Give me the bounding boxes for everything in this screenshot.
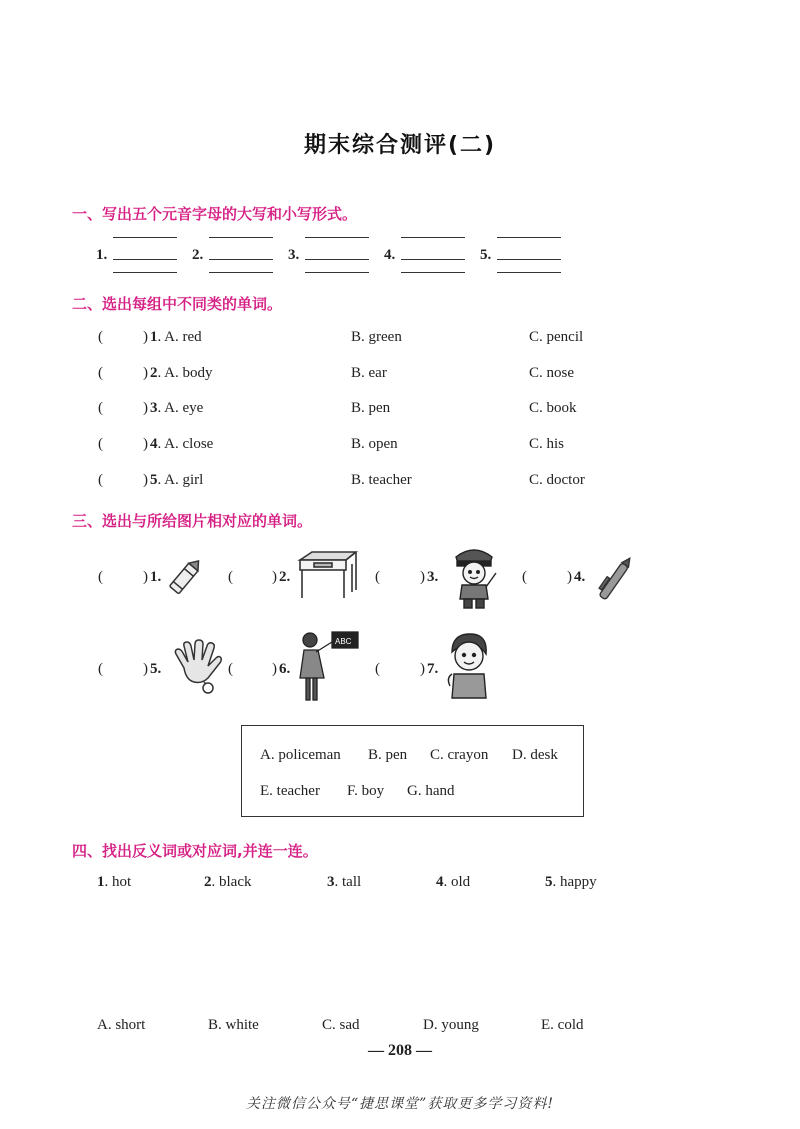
option-f: F. boy bbox=[347, 783, 385, 799]
match-answer-b[interactable]: B. white bbox=[208, 1017, 259, 1033]
answer-paren-close: ) bbox=[143, 329, 148, 345]
word-number: 1 bbox=[97, 874, 105, 890]
option-a: . A. eye bbox=[157, 400, 204, 416]
vowel-item-2: 2. bbox=[192, 247, 204, 263]
section-1-heading: 一、写出五个元音字母的大写和小写形式。 bbox=[72, 205, 358, 223]
option-b: B. pen bbox=[368, 747, 408, 763]
answer-paren-open[interactable]: ( bbox=[98, 365, 103, 381]
section-3-heading: 三、选出与所给图片相对应的单词。 bbox=[72, 512, 313, 530]
vowel-item-4: 4. bbox=[384, 247, 396, 263]
answer-line[interactable] bbox=[497, 237, 561, 238]
word-text: . hot bbox=[104, 874, 132, 890]
answer-paren-open[interactable]: ( bbox=[98, 329, 103, 345]
word-number: 3 bbox=[327, 874, 335, 890]
picture-item-1: 1. bbox=[150, 569, 162, 585]
question-number: 3 bbox=[150, 400, 158, 416]
option-b: B. pen bbox=[351, 400, 391, 416]
answer-paren-open[interactable]: ( bbox=[228, 569, 233, 585]
match-answer-c[interactable]: C. sad bbox=[322, 1017, 360, 1033]
vowel-item-3: 3. bbox=[288, 247, 300, 263]
answer-line[interactable] bbox=[209, 259, 273, 260]
answer-paren-close: ) bbox=[143, 365, 148, 381]
answer-paren-open[interactable]: ( bbox=[98, 569, 103, 585]
vowel-item-1: 1. bbox=[96, 247, 108, 263]
answer-line[interactable] bbox=[401, 237, 465, 238]
answer-paren-open[interactable]: ( bbox=[522, 569, 527, 585]
hand-icon bbox=[170, 638, 224, 698]
question-number: 4 bbox=[150, 436, 158, 452]
section-2-heading: 二、选出每组中不同类的单词。 bbox=[72, 295, 283, 313]
answer-paren-close: ) bbox=[420, 569, 425, 585]
question-row bbox=[150, 365, 213, 382]
option-b: B. open bbox=[351, 436, 398, 452]
match-answer-a[interactable]: A. short bbox=[97, 1017, 146, 1033]
answer-line[interactable] bbox=[401, 259, 465, 260]
answer-line[interactable] bbox=[113, 259, 177, 260]
answer-paren-close: ) bbox=[272, 661, 277, 677]
option-c: C. his bbox=[529, 436, 565, 452]
picture-item-5: 5. bbox=[150, 661, 162, 677]
option-b: B. green bbox=[351, 329, 402, 345]
option-d: D. desk bbox=[512, 747, 558, 763]
picture-item-4: 4. bbox=[574, 569, 586, 585]
answer-line[interactable] bbox=[305, 272, 369, 273]
option-a: . A. girl bbox=[157, 472, 204, 488]
word-text: . happy bbox=[552, 874, 597, 890]
question-row bbox=[150, 472, 203, 489]
desk-icon bbox=[296, 550, 358, 602]
board-text: ABC bbox=[335, 637, 352, 646]
section-4-heading: 四、找出反义词或对应词,并连一连。 bbox=[72, 842, 318, 860]
answer-paren-open[interactable]: ( bbox=[375, 569, 380, 585]
option-g: G. hand bbox=[407, 783, 455, 799]
question-row bbox=[150, 400, 203, 417]
match-word-5[interactable] bbox=[545, 874, 597, 891]
answer-paren-close: ) bbox=[272, 569, 277, 585]
page-title: 期末综合测评(二) bbox=[303, 133, 497, 158]
answer-paren-close: ) bbox=[143, 400, 148, 416]
option-c: C. doctor bbox=[529, 472, 585, 488]
answer-line[interactable] bbox=[401, 272, 465, 273]
match-word-3[interactable] bbox=[327, 874, 361, 891]
option-a: A. policeman bbox=[260, 747, 341, 763]
boy-icon bbox=[444, 632, 494, 702]
word-number: 4 bbox=[436, 874, 444, 890]
picture-item-3: 3. bbox=[427, 569, 439, 585]
answer-paren-close: ) bbox=[567, 569, 572, 585]
option-e: E. teacher bbox=[260, 783, 320, 799]
answer-line[interactable] bbox=[209, 272, 273, 273]
options-box bbox=[241, 725, 584, 817]
answer-line[interactable] bbox=[305, 237, 369, 238]
word-text: . old bbox=[443, 874, 471, 890]
answer-paren-close: ) bbox=[143, 661, 148, 677]
option-a: . A. close bbox=[157, 436, 214, 452]
match-word-1[interactable] bbox=[97, 874, 131, 891]
answer-line[interactable] bbox=[209, 237, 273, 238]
match-answer-d[interactable]: D. young bbox=[423, 1017, 479, 1033]
option-c: C. book bbox=[529, 400, 577, 416]
crayon-icon bbox=[160, 552, 210, 602]
answer-paren-open[interactable]: ( bbox=[98, 436, 103, 452]
page-number: — 208 — bbox=[368, 1042, 432, 1059]
question-number: 5 bbox=[150, 472, 158, 488]
answer-paren-open[interactable]: ( bbox=[375, 661, 380, 677]
answer-paren-open[interactable]: ( bbox=[228, 661, 233, 677]
option-b: B. ear bbox=[351, 365, 387, 381]
question-row bbox=[150, 329, 202, 346]
answer-paren-open[interactable]: ( bbox=[98, 661, 103, 677]
answer-paren-close: ) bbox=[143, 569, 148, 585]
answer-line[interactable] bbox=[497, 272, 561, 273]
option-c: C. pencil bbox=[529, 329, 584, 345]
answer-line[interactable] bbox=[305, 259, 369, 260]
option-c: C. nose bbox=[529, 365, 574, 381]
word-text: . black bbox=[211, 874, 252, 890]
word-number: 2 bbox=[204, 874, 212, 890]
word-text: . tall bbox=[334, 874, 362, 890]
teacher-icon bbox=[294, 628, 360, 706]
picture-item-2: 2. bbox=[279, 569, 291, 585]
policeman-icon bbox=[446, 543, 502, 611]
option-a: . A. red bbox=[157, 329, 202, 345]
option-a: . A. body bbox=[157, 365, 213, 381]
answer-line[interactable] bbox=[113, 272, 177, 273]
question-number: 2 bbox=[150, 365, 158, 381]
pen-icon bbox=[590, 548, 642, 608]
question-row bbox=[150, 436, 213, 453]
answer-line[interactable] bbox=[113, 237, 177, 238]
option-b: B. teacher bbox=[351, 472, 412, 488]
match-answer-e[interactable]: E. cold bbox=[541, 1017, 584, 1033]
word-number: 5 bbox=[545, 874, 553, 890]
picture-item-7: 7. bbox=[427, 661, 439, 677]
answer-paren-open[interactable]: ( bbox=[98, 472, 103, 488]
footer-note: 关注微信公众号“捷思课堂”获取更多学习资料! bbox=[246, 1096, 554, 1112]
answer-paren-close: ) bbox=[420, 661, 425, 677]
answer-line[interactable] bbox=[497, 259, 561, 260]
match-word-4[interactable] bbox=[436, 874, 470, 891]
option-c: C. crayon bbox=[430, 747, 489, 763]
question-number: 1 bbox=[150, 329, 158, 345]
answer-paren-close: ) bbox=[143, 436, 148, 452]
picture-item-6: 6. bbox=[279, 661, 291, 677]
match-word-2[interactable] bbox=[204, 874, 251, 891]
answer-paren-open[interactable]: ( bbox=[98, 400, 103, 416]
vowel-item-5: 5. bbox=[480, 247, 492, 263]
answer-paren-close: ) bbox=[143, 472, 148, 488]
